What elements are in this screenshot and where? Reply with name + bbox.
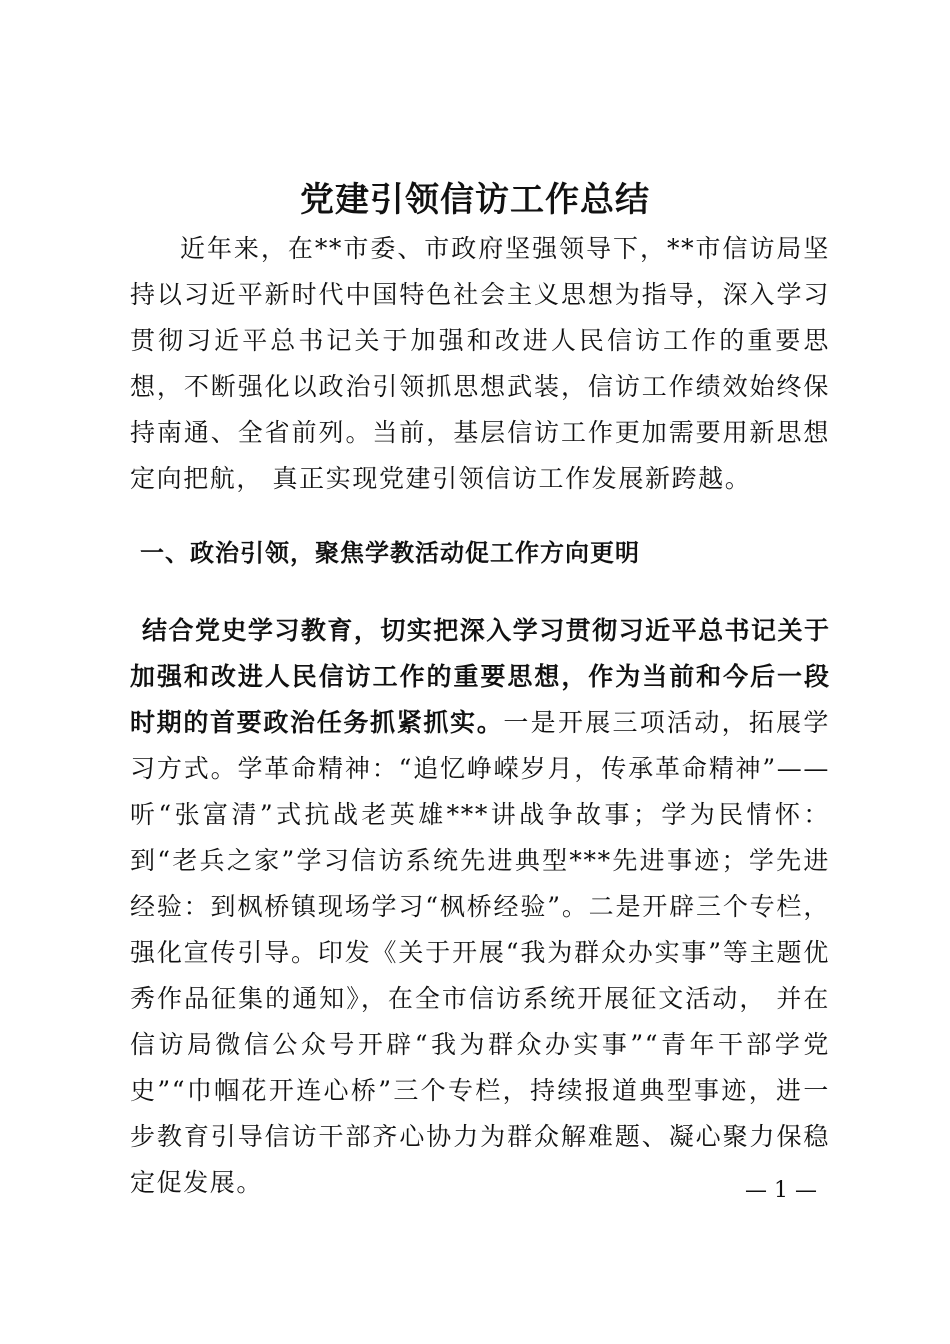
- document-title: 党建引领信访工作总结: [300, 180, 650, 220]
- section-paragraph-body: 一是开展三项活动，拓展学习方式。学革命精神：“追忆峥嵘岁月，传承革命精神”——听“张富清”式抗战老英雄***讲战争故事；学为民情怀：到“老兵之家”学习信访系统先进典型***先进事迹；学先进经验：到枫桥镇现场学习“枫桥经验”。二是开辟三个专栏，强化宣传引导。印发《关于开展“我为群众办实事”等主题优秀作品征集的通知》，在全市信访系统开展征文活动， 并在信访局微信公众号开辟“我为群众办实事”“青年干部学党史”“巾帼花开连心桥”三个专栏，持续报道典型事迹，进一步教育引导信访干部齐心协力为群众解难题、凝心聚力保稳定促发展。: [130, 708, 830, 1197]
- intro-paragraph: 近年来，在**市委、市政府坚强领导下，**市信访局坚持以习近平新时代中国特色社会主义思想为指导，深入学习贯彻习近平总书记关于加强和改进人民信访工作的重要思想，不断强化以政治引领抓思想武装，信访工作绩效始终保持南通、全省前列。当前，基层信访工作更加需要用新思想定向把航， 真正实现党建引领信访工作发展新跨越。: [130, 234, 830, 493]
- section-paragraph: [130, 608, 830, 1206]
- page-number: — 1 —: [745, 1178, 817, 1203]
- section-heading: 一、政治引领，聚焦学教活动促工作方向更明: [140, 539, 640, 567]
- section-paragraph-bold-lead: 结合党史学习教育，切实把深入学习贯彻习近平总书记关于加强和改进人民信访工作的重要思想，作为当前和今后一段时期的首要政治任务抓紧抓实。: [130, 616, 830, 737]
